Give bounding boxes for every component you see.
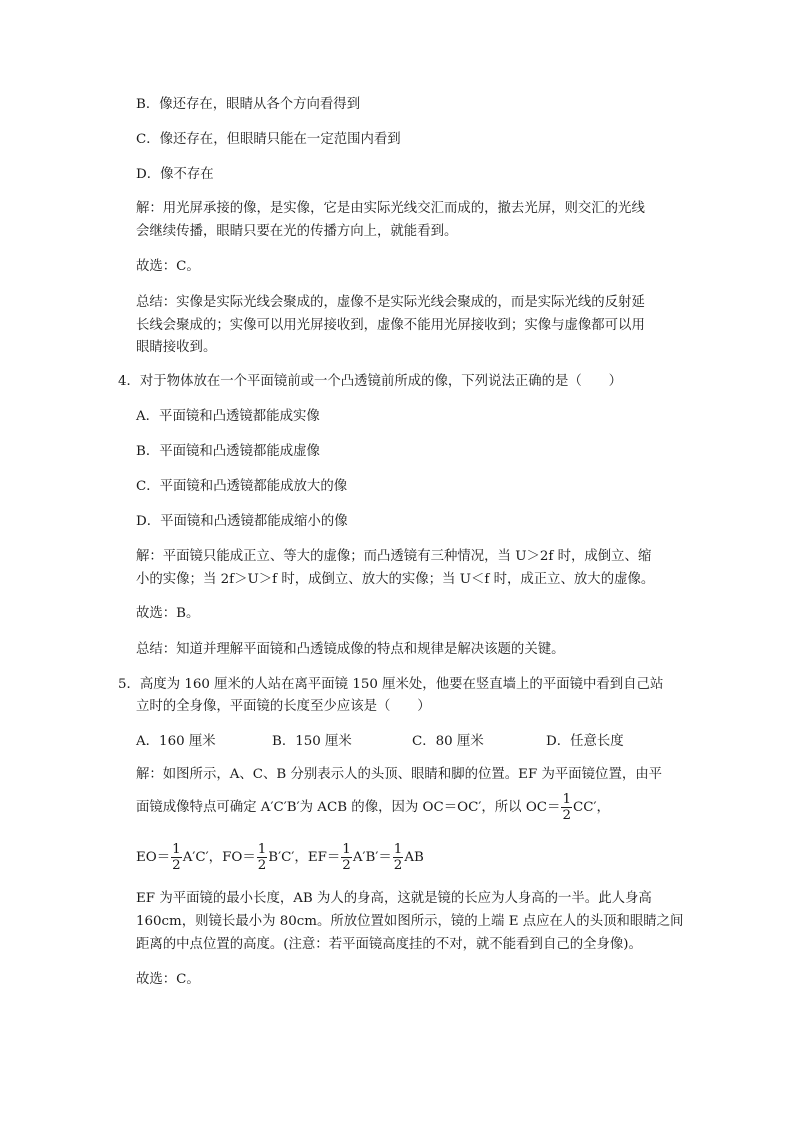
- solution-line: [136, 789, 610, 827]
- fraction: [341, 842, 352, 873]
- fraction-numerator: 1: [172, 842, 181, 857]
- equation-text: EO＝: [136, 850, 171, 865]
- fraction-denominator: 2: [342, 858, 351, 873]
- question-5-stem: 立时的全身像，平面镜的长度至少应该是（ ）: [136, 699, 431, 714]
- equation-text: A′B′＝: [352, 850, 392, 865]
- solution-line: 小的实像；当 2f＞U＞f 时，成倒立、放大的实像；当 U＜f 时，成正立、放大的虚像。: [136, 572, 655, 587]
- explanation-line: 160cm，则镜长最小为 80cm。所放位置如图所示，镜的上端 E 点应在人的头顶和眼睛之间: [136, 914, 684, 929]
- fraction-denominator: 2: [172, 858, 181, 873]
- fraction-denominator: 2: [562, 808, 571, 823]
- option-c: C．平面镜和凸透镜都能成放大的像: [136, 479, 348, 494]
- option-b: B．150 厘米: [272, 734, 352, 749]
- fraction: [561, 792, 572, 823]
- option-b: B．像还存在，眼睛从各个方向看得到: [136, 97, 361, 112]
- fraction-denominator: 2: [257, 858, 267, 873]
- equation-text: A′C′，FO＝: [182, 850, 256, 865]
- option-a: A．160 厘米: [136, 734, 216, 749]
- solution-line: 解：如图所示，A、C、B 分别表示人的头顶、眼睛和脚的位置。EF 为平面镜位置，由平: [136, 767, 663, 782]
- fraction-numerator: 1: [342, 842, 351, 857]
- option-d: D．任意长度: [546, 734, 624, 749]
- fraction: [171, 842, 182, 873]
- explanation-line: 距离的中点位置的高度。(注意：若平面镜高度挂的不对，就不能看到自己的全身像)。: [136, 937, 642, 952]
- solution-line: 解：用光屏承接的像，是实像，它是由实际光线交汇而成的，撤去光屏，则交汇的光线: [136, 201, 645, 216]
- option-d: D．像不存在: [136, 167, 214, 182]
- solution-line: 解：平面镜只能成正立、等大的虚像；而凸透镜有三种情况，当 U＞2f 时，成倒立、缩: [136, 549, 652, 564]
- question-4-stem: 4．对于物体放在一个平面镜前或一个凸透镜前所成的像，下列说法正确的是（ ）: [118, 374, 622, 389]
- answer: 故选：C。: [136, 259, 200, 274]
- solution-text: CC′，: [572, 800, 610, 815]
- fraction: [257, 842, 268, 873]
- option-b: B．平面镜和凸透镜都能成虚像: [136, 444, 320, 459]
- fraction-numerator: 1: [562, 792, 571, 807]
- fraction-numerator: 1: [393, 842, 403, 857]
- solution-line: 会继续传播，眼睛只要在光的传播方向上，就能看到。: [136, 224, 458, 239]
- option-a: A．平面镜和凸透镜都能成实像: [136, 409, 320, 424]
- explanation-line: EF 为平面镜的最小长度，AB 为人的身高，这就是镜的长应为人身高的一半。此人身高: [136, 891, 652, 906]
- option-c: C．80 厘米: [412, 734, 484, 749]
- option-d: D．平面镜和凸透镜都能成缩小的像: [136, 514, 348, 529]
- choice-row: [136, 732, 696, 752]
- equation-text: B′C′，EF＝: [268, 850, 341, 865]
- answer: 故选：C。: [136, 972, 200, 987]
- answer: 故选：B。: [136, 606, 200, 621]
- fraction-denominator: 2: [393, 858, 403, 873]
- summary: 总结：知道并理解平面镜和凸透镜成像的特点和规律是解决该题的关键。: [136, 642, 565, 657]
- equation-text: AB: [404, 850, 424, 865]
- equation-line: [136, 839, 424, 877]
- fraction: [393, 842, 404, 873]
- question-5-stem: 5．高度为 160 厘米的人站在离平面镜 150 厘米处，他要在竖直墙上的平面镜中看到自己站: [118, 677, 664, 692]
- fraction-numerator: 1: [257, 842, 267, 857]
- option-c: C．像还存在，但眼睛只能在一定范围内看到: [136, 132, 401, 147]
- solution-text: 面镜成像特点可确定 A′C′B′为 ACB 的像，因为 OC＝OC′，所以 OC＝: [136, 800, 561, 815]
- summary-line: 总结：实像是实际光线会聚成的，虚像不是实际光线会聚成的，而是实际光线的反射延: [136, 295, 645, 310]
- summary-line: 眼睛接收到。: [136, 340, 217, 355]
- summary-line: 长线会聚成的；实像可以用光屏接收到，虚像不能用光屏接收到；实像与虚像都可以用: [136, 318, 645, 333]
